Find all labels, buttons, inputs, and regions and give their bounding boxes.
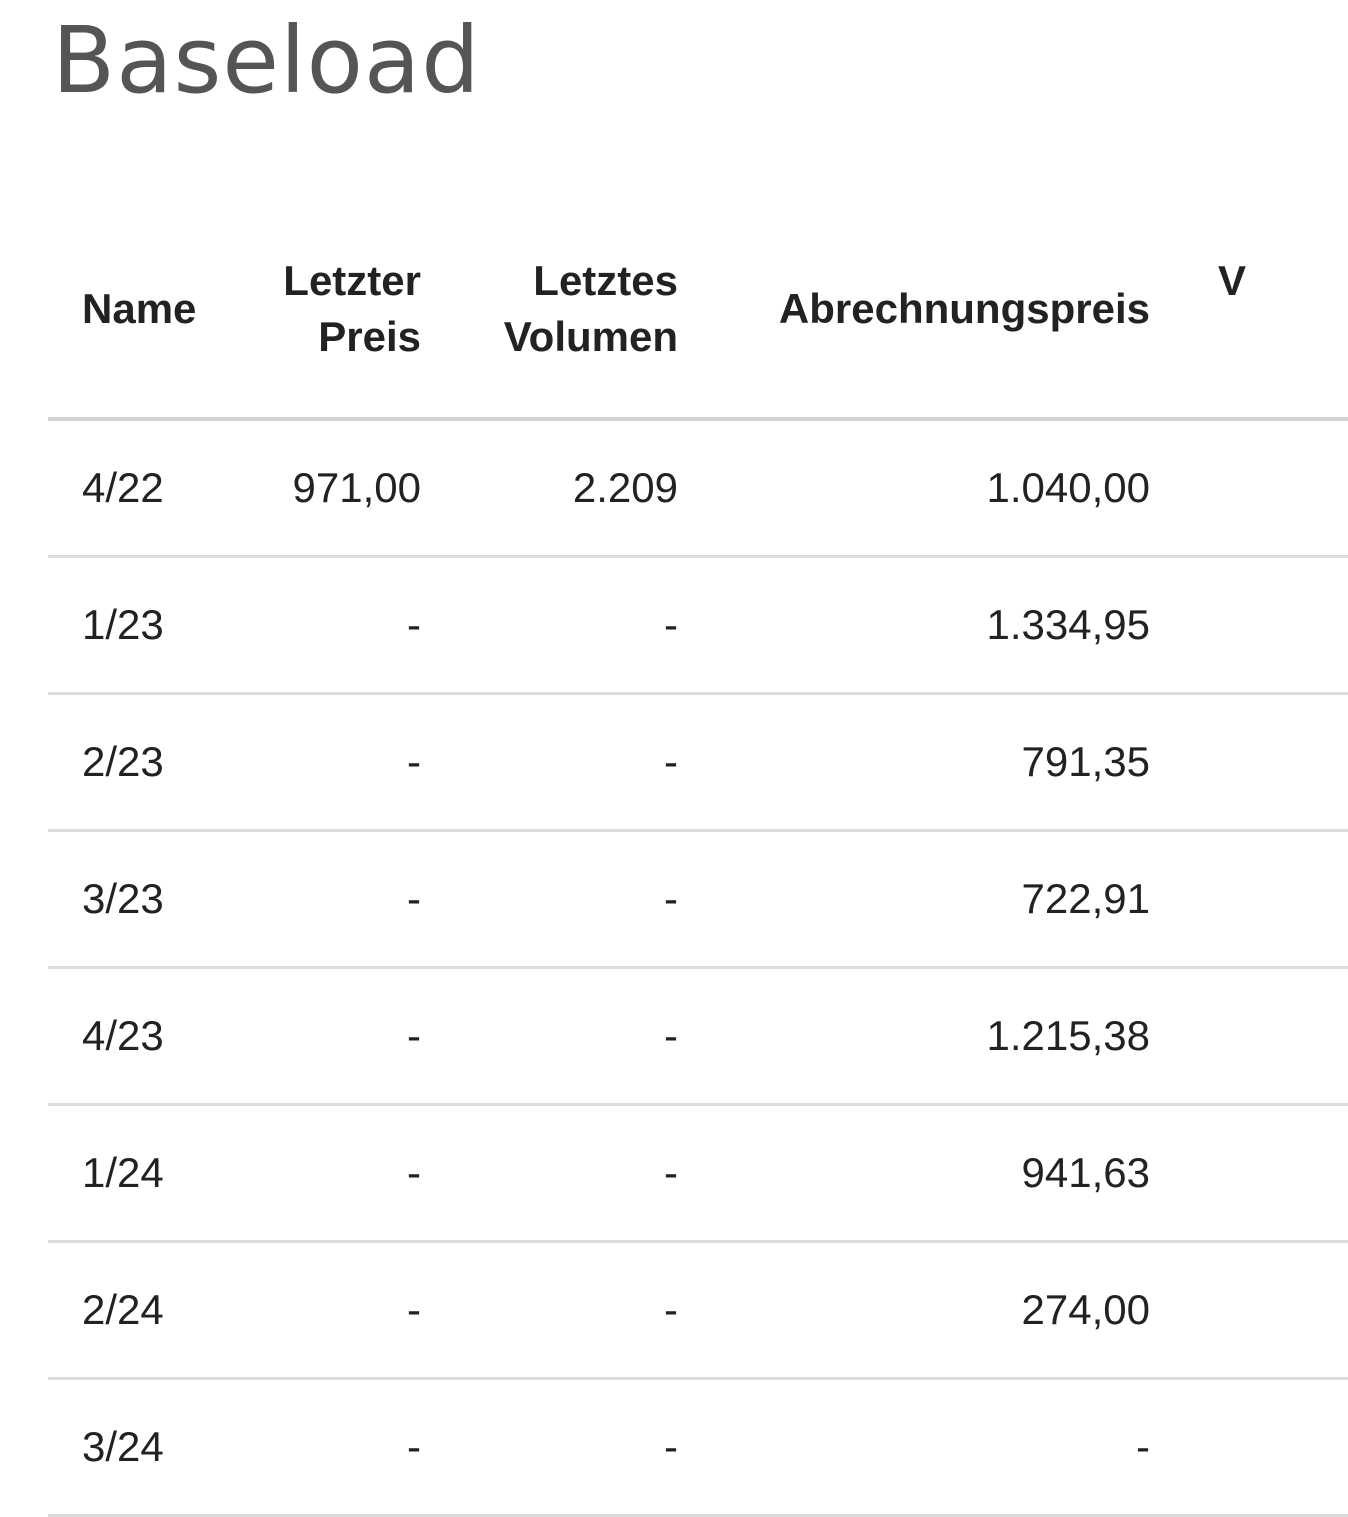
column-header-name[interactable] bbox=[48, 200, 220, 419]
column-header-last-price[interactable] bbox=[220, 200, 421, 419]
column-header-last-volume[interactable] bbox=[421, 200, 678, 419]
cell-settlement-price: 1.040,00 bbox=[678, 419, 1150, 557]
table-row[interactable] bbox=[48, 694, 1348, 831]
table-row[interactable] bbox=[48, 419, 1348, 557]
cell-settlement-price: 941,63 bbox=[678, 1105, 1150, 1242]
column-header-next-partial-spacer bbox=[1218, 309, 1348, 365]
column-header-next-partial-label: V bbox=[1218, 256, 1247, 304]
cell-last-price: - bbox=[220, 1379, 421, 1516]
cell-settlement-price: 791,35 bbox=[678, 694, 1150, 831]
column-header-next-partial[interactable] bbox=[1150, 200, 1348, 419]
column-header-last-volume-line1: Letztes bbox=[533, 256, 678, 304]
cell-last-volume: - bbox=[421, 1105, 678, 1242]
cell-last-price: 971,00 bbox=[220, 419, 421, 557]
cell-last-price: - bbox=[220, 694, 421, 831]
table-row[interactable] bbox=[48, 1242, 1348, 1379]
column-header-name-label: Name bbox=[82, 284, 197, 332]
column-header-settlement-price-label: Abrechnungspreis bbox=[778, 284, 1150, 332]
column-header-last-price-line1: Letzter bbox=[283, 256, 421, 304]
table-row[interactable] bbox=[48, 968, 1348, 1105]
page-title: Baseload bbox=[52, 7, 481, 114]
cell-last-price: - bbox=[220, 1105, 421, 1242]
cell-last-volume: - bbox=[421, 557, 678, 694]
cell-settlement-price: 722,91 bbox=[678, 831, 1150, 968]
table-header-row bbox=[48, 200, 1348, 419]
cell-last-volume: - bbox=[421, 968, 678, 1105]
cell-name: 4/22 bbox=[48, 419, 220, 557]
baseload-table bbox=[48, 200, 1348, 1517]
cell-next-partial bbox=[1150, 1379, 1348, 1516]
baseload-table-container[interactable] bbox=[48, 200, 1247, 1478]
cell-next-partial bbox=[1150, 694, 1348, 831]
cell-next-partial bbox=[1150, 557, 1348, 694]
cell-last-price: - bbox=[220, 831, 421, 968]
cell-name: 1/23 bbox=[48, 557, 220, 694]
cell-last-volume: 2.209 bbox=[421, 419, 678, 557]
table-row[interactable] bbox=[48, 831, 1348, 968]
cell-next-partial bbox=[1150, 1242, 1348, 1379]
cell-last-volume: - bbox=[421, 1242, 678, 1379]
table-row[interactable] bbox=[48, 557, 1348, 694]
column-header-last-price-line2: Preis bbox=[318, 312, 421, 360]
cell-settlement-price: - bbox=[678, 1379, 1150, 1516]
cell-last-volume: - bbox=[421, 694, 678, 831]
cell-name: 4/23 bbox=[48, 968, 220, 1105]
cell-name: 2/24 bbox=[48, 1242, 220, 1379]
cell-last-volume: - bbox=[421, 1379, 678, 1516]
cell-settlement-price: 274,00 bbox=[678, 1242, 1150, 1379]
cell-next-partial bbox=[1150, 968, 1348, 1105]
cell-settlement-price: 1.215,38 bbox=[678, 968, 1150, 1105]
cell-name: 2/23 bbox=[48, 694, 220, 831]
cell-last-price: - bbox=[220, 968, 421, 1105]
column-header-settlement-price[interactable] bbox=[678, 200, 1150, 419]
column-header-last-volume-line2: Volumen bbox=[503, 312, 678, 360]
cell-next-partial bbox=[1150, 831, 1348, 968]
cell-last-price: - bbox=[220, 557, 421, 694]
table-row[interactable] bbox=[48, 1379, 1348, 1516]
cell-last-volume: - bbox=[421, 831, 678, 968]
cell-next-partial bbox=[1150, 1105, 1348, 1242]
table-row[interactable] bbox=[48, 1105, 1348, 1242]
cell-last-price: - bbox=[220, 1242, 421, 1379]
cell-name: 3/23 bbox=[48, 831, 220, 968]
cell-next-partial bbox=[1150, 419, 1348, 557]
cell-name: 1/24 bbox=[48, 1105, 220, 1242]
cell-settlement-price: 1.334,95 bbox=[678, 557, 1150, 694]
cell-name: 3/24 bbox=[48, 1379, 220, 1516]
